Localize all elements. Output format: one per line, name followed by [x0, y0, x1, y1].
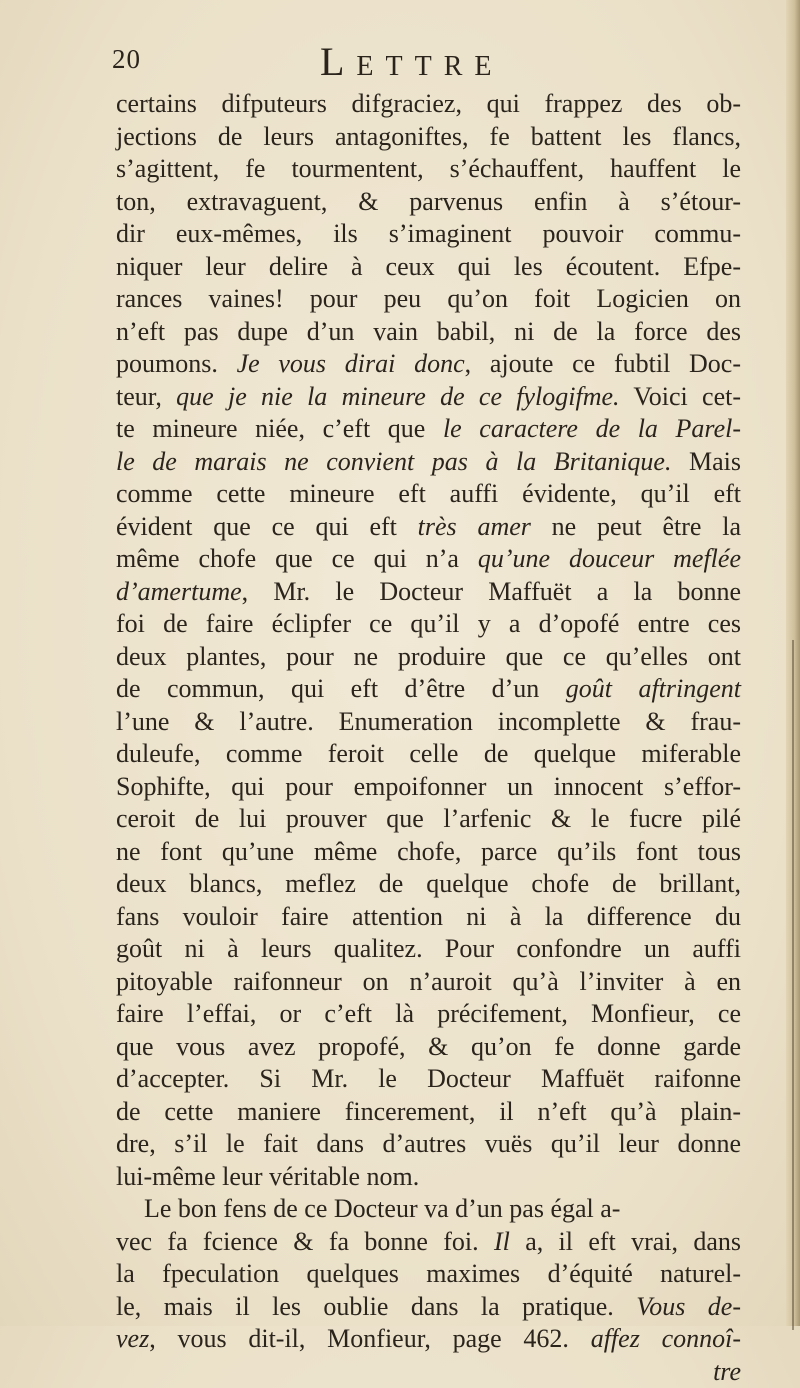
italic-text: le de marais ne convient pas à la Britanique. — [116, 447, 671, 476]
text-line — [116, 1096, 741, 1129]
text-segment: comme cette mineure eft auffi évidente, qu’il eft — [116, 479, 741, 508]
text-line — [116, 381, 741, 414]
text-segment: ton, extravaguent, & parvenus enfin à s’étour- — [116, 187, 741, 216]
text-segment: goût ni à leurs qualitez. Pour confondre un auffi — [116, 934, 741, 963]
italic-text: affez connoî- — [591, 1324, 741, 1353]
text-line — [116, 88, 741, 121]
text-line — [116, 1128, 741, 1161]
text-segment: deux blancs, meflez de quelque chofe de brillant, — [116, 869, 741, 898]
italic-text: Il — [494, 1227, 510, 1256]
text-line — [116, 478, 741, 511]
text-segment: teur, — [116, 382, 176, 411]
text-line — [116, 121, 741, 154]
text-line — [116, 738, 741, 771]
text-segment: vec fa fcience & fa bonne foi. — [116, 1227, 494, 1256]
text-line — [116, 641, 741, 674]
text-line — [116, 446, 741, 479]
text-segment: dir eux-mêmes, ils s’imaginent pouvoir commu- — [116, 219, 741, 248]
text-segment: ceroit de lui prouver que l’arfenic & le fucre pilé — [116, 804, 741, 833]
text-line — [116, 218, 741, 251]
text-segment: poumons. — [116, 349, 237, 378]
text-line — [116, 836, 741, 869]
text-line — [116, 803, 741, 836]
text-line — [116, 576, 741, 609]
text-segment: foi de faire éclipfer ce qu’il y a d’opofé entre ces — [116, 609, 741, 638]
text-line — [116, 706, 741, 739]
text-line — [116, 153, 741, 186]
text-segment: , vous dit-il, Monfieur, page 462. — [149, 1324, 591, 1353]
text-segment: niquer leur delire à ceux qui les écoutent. Efpe- — [116, 252, 741, 281]
text-segment: certains difputeurs difgraciez, qui frappez des ob- — [116, 89, 741, 118]
text-segment: Le bon fens de ce Docteur va d’un pas égal a- — [144, 1194, 620, 1223]
text-line — [116, 1193, 741, 1226]
italic-text: le caractere de la Parel- — [443, 414, 741, 443]
text-line — [116, 1063, 741, 1096]
text-line — [116, 608, 741, 641]
text-line — [116, 933, 741, 966]
text-line — [116, 771, 741, 804]
text-segment: jections de leurs antagoniftes, fe battent les flancs, — [116, 122, 741, 151]
italic-text: goût aftringent — [566, 674, 741, 703]
text-segment: lui-même leur véritable nom. — [116, 1162, 419, 1191]
text-segment: même chofe que ce qui n’a — [116, 544, 478, 573]
text-segment: dre, s’il le fait dans d’autres vuës qu’il leur donne — [116, 1129, 741, 1158]
text-segment: Mais — [671, 447, 741, 476]
italic-text: que je nie la mineure de ce fylogifme. — [176, 382, 619, 411]
text-segment: faire l’effai, or c’eft là précifement, Monfieur, ce — [116, 999, 741, 1028]
text-segment: s’agittent, fe tourmentent, s’échauffent, hauffent le — [116, 154, 741, 183]
text-segment: Voici cet- — [620, 382, 741, 411]
text-segment: , Mr. le Docteur Maffuët a la bonne — [242, 577, 741, 606]
running-head — [112, 42, 752, 82]
text-segment: ne peut être la — [531, 512, 741, 541]
body-text — [116, 88, 741, 1388]
italic-text: Je vous dirai donc — [237, 349, 465, 378]
text-line — [116, 316, 741, 349]
italic-text: très amer — [418, 512, 531, 541]
text-line — [116, 673, 741, 706]
page-number: 20 — [112, 44, 141, 75]
text-segment: la fpeculation quelques maximes d’équité naturel- — [116, 1259, 741, 1288]
text-line — [116, 186, 741, 219]
text-segment: ne font qu’une même chofe, parce qu’ils font tous — [116, 837, 741, 866]
italic-text: Vous de- — [636, 1292, 741, 1321]
text-line — [116, 251, 741, 284]
text-line — [116, 283, 741, 316]
italic-text: qu’une douceur meflée — [478, 544, 741, 573]
text-line — [116, 1323, 741, 1356]
text-segment: pitoyable raifonneur on n’auroit qu’à l’inviter à en — [116, 967, 741, 996]
text-segment: d’accepter. Si Mr. le Docteur Maffuët raifonne — [116, 1064, 741, 1093]
text-segment: l’une & l’autre. Enumeration incomplette & frau- — [116, 707, 741, 736]
text-line — [116, 348, 741, 381]
text-segment: que vous avez propofé, & qu’on fe donne garde — [116, 1032, 741, 1061]
text-line — [116, 1356, 741, 1388]
text-segment: , ajoute ce fubtil Doc- — [465, 349, 741, 378]
text-segment: évident que ce qui eft — [116, 512, 418, 541]
running-title: Lettre — [320, 38, 504, 85]
text-segment: n’eft pas dupe d’un vain babil, ni de la force des — [116, 317, 741, 346]
text-line — [116, 966, 741, 999]
text-line — [116, 1291, 741, 1324]
text-line — [116, 543, 741, 576]
text-segment: Sophifte, qui pour empoifonner un innocent s’effor- — [116, 772, 741, 801]
text-segment: rances vaines! pour peu qu’on foit Logicien on — [116, 284, 741, 313]
text-line — [116, 1226, 741, 1259]
text-line — [116, 1161, 741, 1194]
text-segment: duleufe, comme feroit celle de quelque miferable — [116, 739, 741, 768]
text-segment: a, il eft vrai, dans — [510, 1227, 741, 1256]
text-line — [116, 511, 741, 544]
text-segment: le, mais il les oublie dans la pratique. — [116, 1292, 636, 1321]
text-line — [116, 1258, 741, 1291]
text-line — [116, 901, 741, 934]
text-line — [116, 998, 741, 1031]
text-line — [116, 1031, 741, 1064]
text-line — [116, 868, 741, 901]
italic-text: vez — [116, 1324, 149, 1353]
italic-text: tre — [713, 1357, 741, 1386]
page-edge-shadow — [792, 640, 794, 1330]
text-segment: de cette maniere fincerement, il n’eft qu’à plain- — [116, 1097, 741, 1126]
text-line — [116, 413, 741, 446]
italic-text: d’amertume — [116, 577, 242, 606]
text-segment: te mineure niée, c’eft que — [116, 414, 443, 443]
text-segment: de commun, qui eft d’être d’un — [116, 674, 566, 703]
text-segment: deux plantes, pour ne produire que ce qu’elles ont — [116, 642, 741, 671]
text-segment: fans vouloir faire attention ni à la difference du — [116, 902, 741, 931]
